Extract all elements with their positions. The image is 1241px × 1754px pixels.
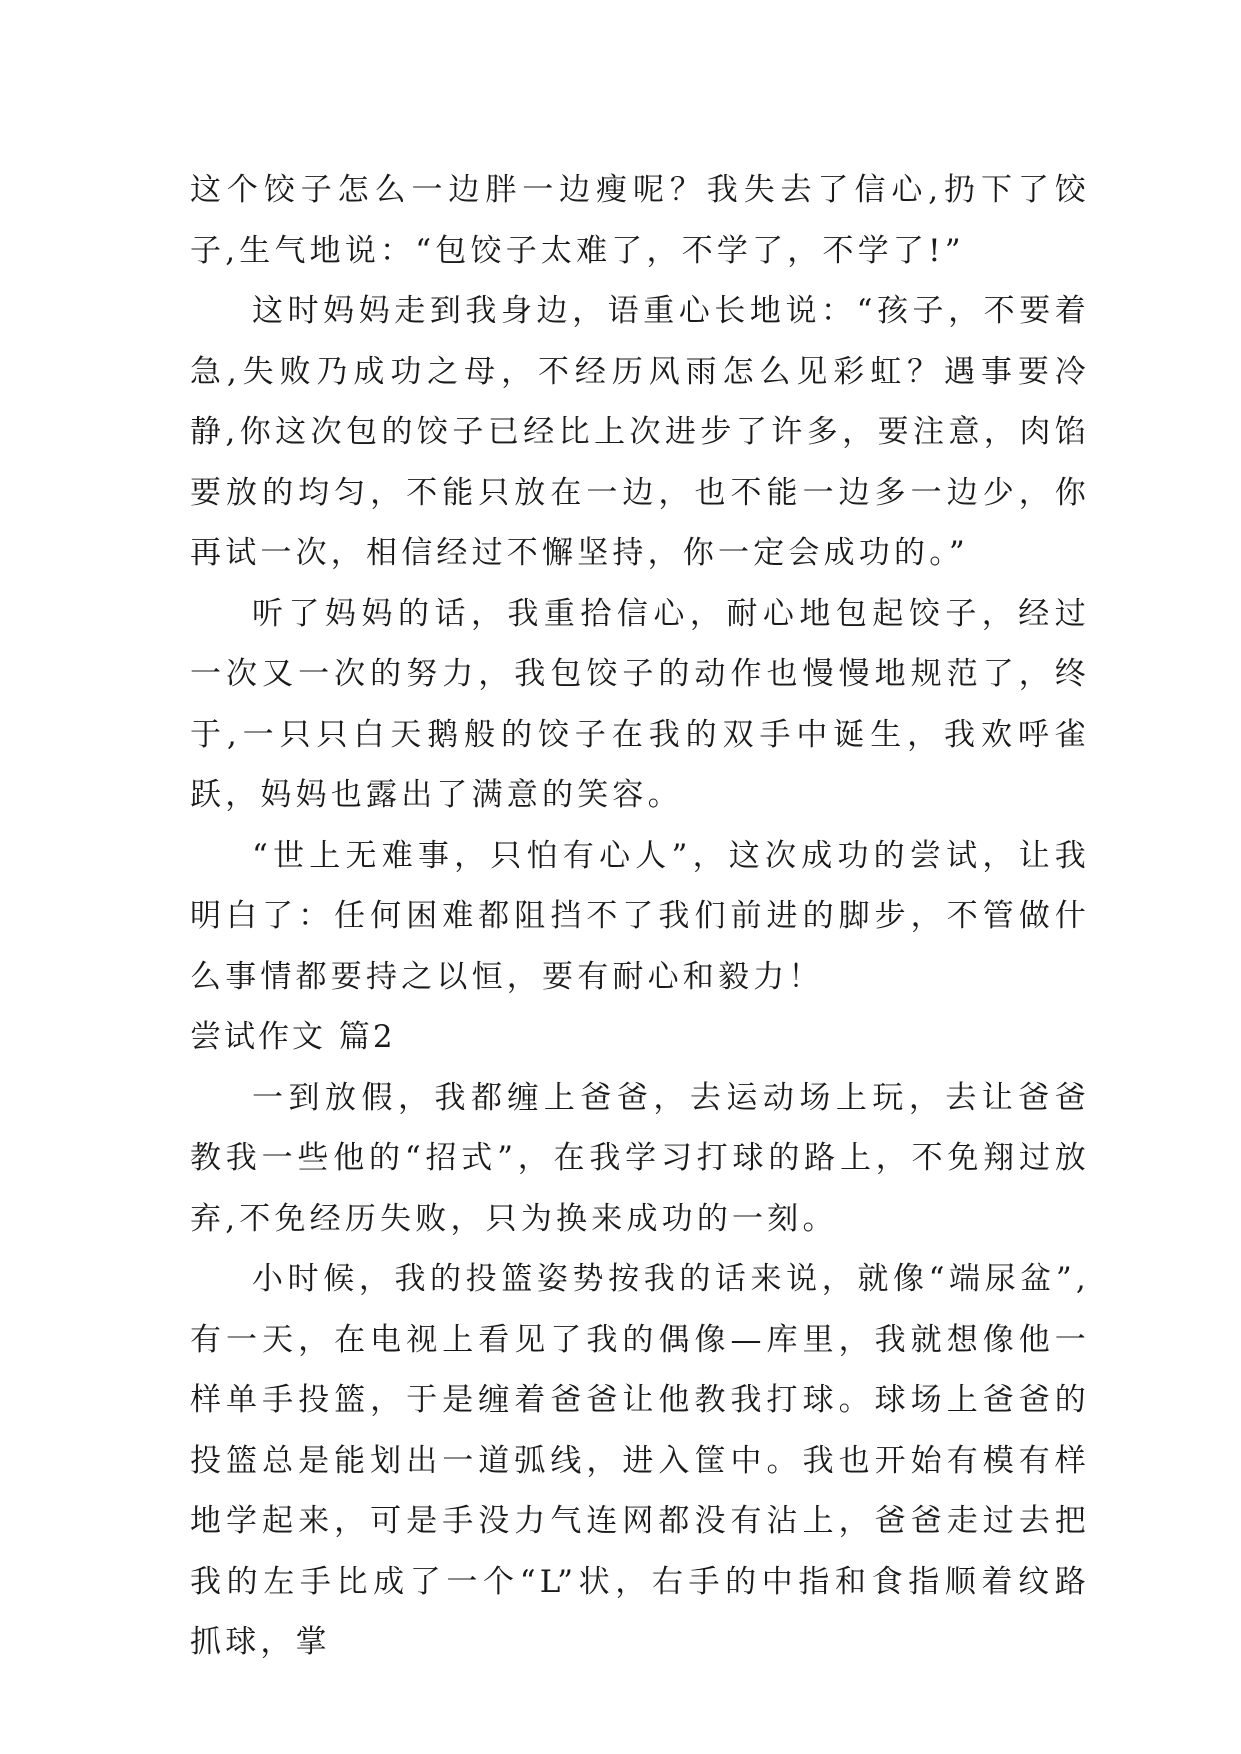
paragraph-1: 这个饺子怎么一边胖一边瘦呢？我失去了信心,扔下了饺子,生气地说：“包饺子太难了，不学了，不学了!” <box>190 172 1090 269</box>
section-heading: 尝试作文 篇2 <box>190 1019 396 1055</box>
paragraph-5: 一到放假，我都缠上爸爸，去运动场上玩，去让爸爸教我一些他的“招式”，在我学习打球的路上，不免翔过放弃,不免经历失败，只为换来成功的一刻。 <box>190 1079 1090 1237</box>
paragraph-2: 这时妈妈走到我身边，语重心长地说：“孩子，不要着急,失败乃成功之母，不经历风雨怎么见彩虹？遇事要冷静,你这次包的饺子已经比上次进步了许多，要注意，肉馅要放的均匀，不能只放在一边，也不能一边多一边少，你再试一次，相信经过不懈坚持，你一定会成功的。” <box>190 293 1090 571</box>
paragraph-3: 听了妈妈的话，我重拾信心，耐心地包起饺子，经过一次又一次的努力，我包饺子的动作也慢慢地规范了，终于,一只只白天鹅般的饺子在我的双手中诞生，我欢呼雀跃，妈妈也露出了满意的笑容。 <box>190 595 1090 813</box>
document-body <box>190 160 1090 1673</box>
paragraph-4: “世上无难事，只怕有心人”，这次成功的尝试，让我明白了：任何困难都阻挡不了我们前进的脚步，不管做什么事情都要持之以恒，要有耐心和毅力！ <box>190 837 1090 995</box>
paragraph-6: 小时候，我的投篮姿势按我的话来说，就像“端尿盆”,有一天，在电视上看见了我的偶像—库里，我就想像他一样单手投篮，于是缠着爸爸让他教我打球。球场上爸爸的投篮总是能划出一道弧线，进入筐中。我也开始有模有样地学起来，可是手没力气连网都没有沾上，爸爸走过去把我的左手比成了一个“L”状，右手的中指和食指顺着纹路抓球，掌 <box>190 1261 1090 1660</box>
